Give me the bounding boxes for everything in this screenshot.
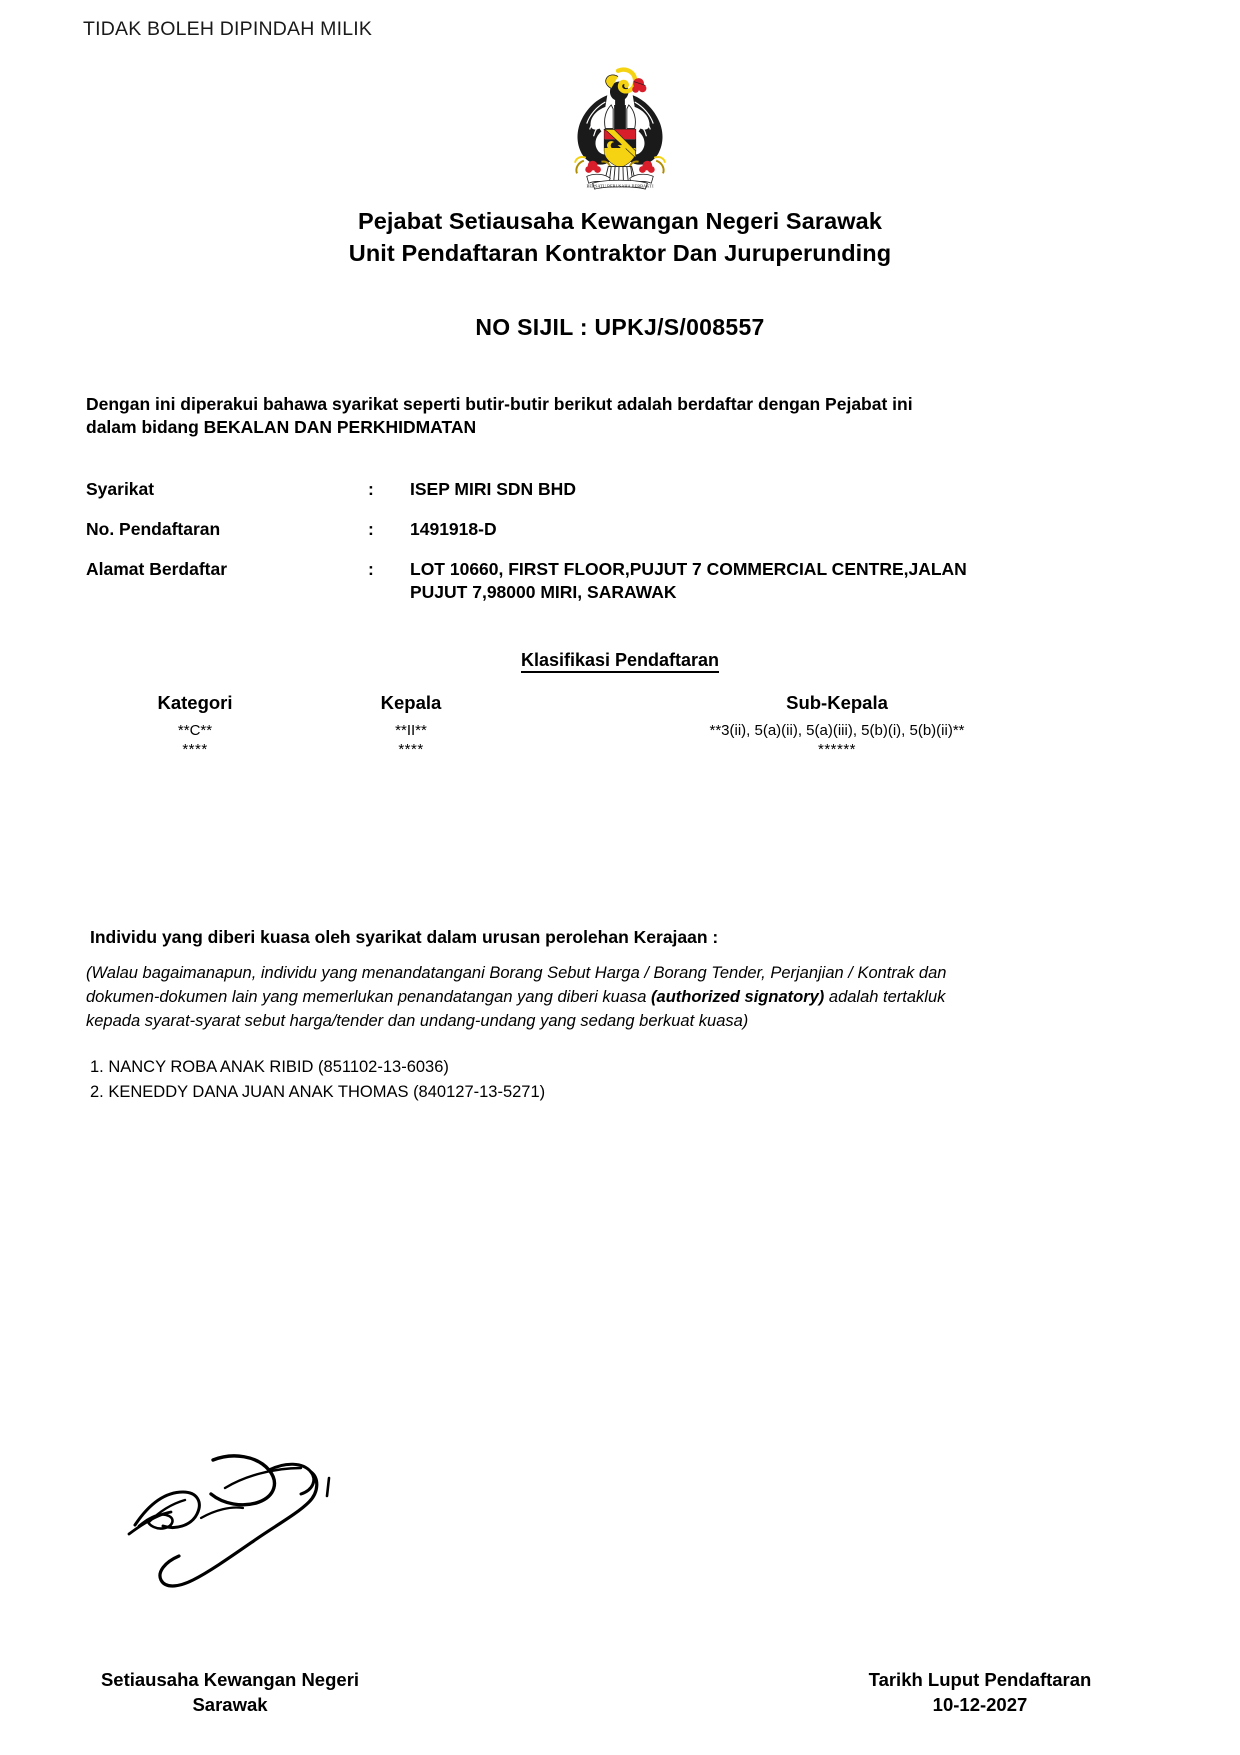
list-item: 2. KENEDDY DANA JUAN ANAK THOMAS (840127-13-5271) [90, 1083, 546, 1102]
list-item: 1. NANCY ROBA ANAK RIBID (851102-13-6036) [90, 1058, 449, 1076]
page-title [0, 205, 1240, 270]
column-stars: ****** [817, 740, 857, 758]
classification-table [86, 692, 1156, 758]
intro-line-1: Dengan ini diperakui bahawa syarikat seperti butir-butir berikut adalah berdaftar dengan Pejabat ini [86, 394, 913, 414]
non-transferable-notice: TIDAK BOLEH DIPINDAH MILIK [83, 18, 373, 40]
classification-column-sub-kepala [518, 692, 1156, 758]
column-value: **II** [395, 722, 427, 739]
note-line-2-a: dokumen-dokumen lain yang memerlukan penandatangan yang diberi kuasa [86, 987, 652, 1006]
expiry-date: 10-12-2027 [932, 1693, 1028, 1715]
svg-text:BERSATU BERUSAHA BERBAKTI: BERSATU BERUSAHA BERBAKTI [586, 183, 654, 189]
detail-value-line-2: PUJUT 7,98000 MIRI, SARAWAK [410, 582, 677, 603]
detail-colon: : [368, 559, 374, 580]
detail-value [410, 478, 1156, 501]
detail-row-alamat-berdaftar [86, 558, 1156, 604]
column-stars: **** [182, 740, 208, 758]
expiry-label: Tarikh Luput Pendaftaran [868, 1669, 1092, 1690]
footer-signatory-line-2: Sarawak [192, 1693, 268, 1715]
detail-label: Alamat Berdaftar [86, 559, 228, 580]
authorized-individuals-heading: Individu yang diberi kuasa oleh syarikat dalam urusan perolehan Kerajaan : [90, 927, 719, 947]
detail-row-syarikat [86, 478, 1156, 501]
column-value: **C** [177, 722, 213, 739]
crest-container [0, 60, 1240, 192]
classification-column-kategori [86, 692, 304, 758]
detail-value-line-1: 1491918-D [410, 519, 497, 540]
footer-signatory-line-1: Setiausaha Kewangan Negeri [100, 1669, 360, 1690]
note-line-3: kepada syarat-syarat sebut harga/tender dan undang-undang yang sedang berkuat kuasa) [86, 1011, 749, 1030]
column-header: Kepala [380, 692, 442, 713]
org-title-line-2: Unit Pendaftaran Kontraktor Dan Juruperunding [348, 240, 892, 267]
classification-column-kepala [304, 692, 518, 758]
org-title-line-1: Pejabat Setiausaha Kewangan Negeri Sarawak [357, 208, 883, 234]
detail-value [410, 518, 1156, 541]
note-line-2-b: adalah tertakluk [824, 987, 946, 1006]
detail-row-no-pendaftaran [86, 518, 1156, 541]
footer-expiry-block [800, 1668, 1160, 1717]
detail-colon: : [368, 479, 374, 499]
detail-label: Syarikat [86, 479, 155, 499]
column-header: Sub-Kepala [786, 692, 888, 713]
intro-line-2-prefix: dalam bidang [86, 417, 204, 438]
detail-value [410, 558, 1156, 604]
classification-title-text: Klasifikasi Pendaftaran [521, 650, 719, 673]
authorized-individuals-list [90, 1055, 990, 1105]
classification-title [0, 650, 1240, 671]
signature-container [105, 1430, 405, 1600]
footer-signatory-block [60, 1668, 400, 1717]
detail-label: No. Pendaftaran [86, 519, 221, 540]
authorized-signatory-term: (authorized signatory) [651, 987, 825, 1006]
detail-value-line-1: LOT 10660, FIRST FLOOR,PUJUT 7 COMMERCIAL CENTRE,JALAN [410, 559, 967, 580]
authorized-signatory-note [86, 962, 1096, 1033]
note-line-1: (Walau bagaimanapun, individu yang menandatangani Borang Sebut Harga / Borang Tender, Perjanjian / Kontrak dan [86, 964, 947, 982]
column-stars: **** [398, 740, 424, 758]
detail-value-line-1: ISEP MIRI SDN BHD [410, 479, 576, 499]
certificate-number: NO SIJIL : UPKJ/S/008557 [475, 314, 765, 340]
column-header: Kategori [157, 692, 233, 713]
company-details [86, 478, 1156, 621]
sarawak-coat-of-arms-icon [554, 60, 686, 192]
registration-field: BEKALAN DAN PERKHIDMATAN [203, 417, 477, 438]
handwritten-signature-icon [105, 1430, 405, 1600]
intro-paragraph [86, 393, 1154, 439]
column-value: **3(ii), 5(a)(ii), 5(a)(iii), 5(b)(i), 5(b)(ii)** [709, 722, 965, 739]
detail-colon: : [368, 519, 374, 540]
